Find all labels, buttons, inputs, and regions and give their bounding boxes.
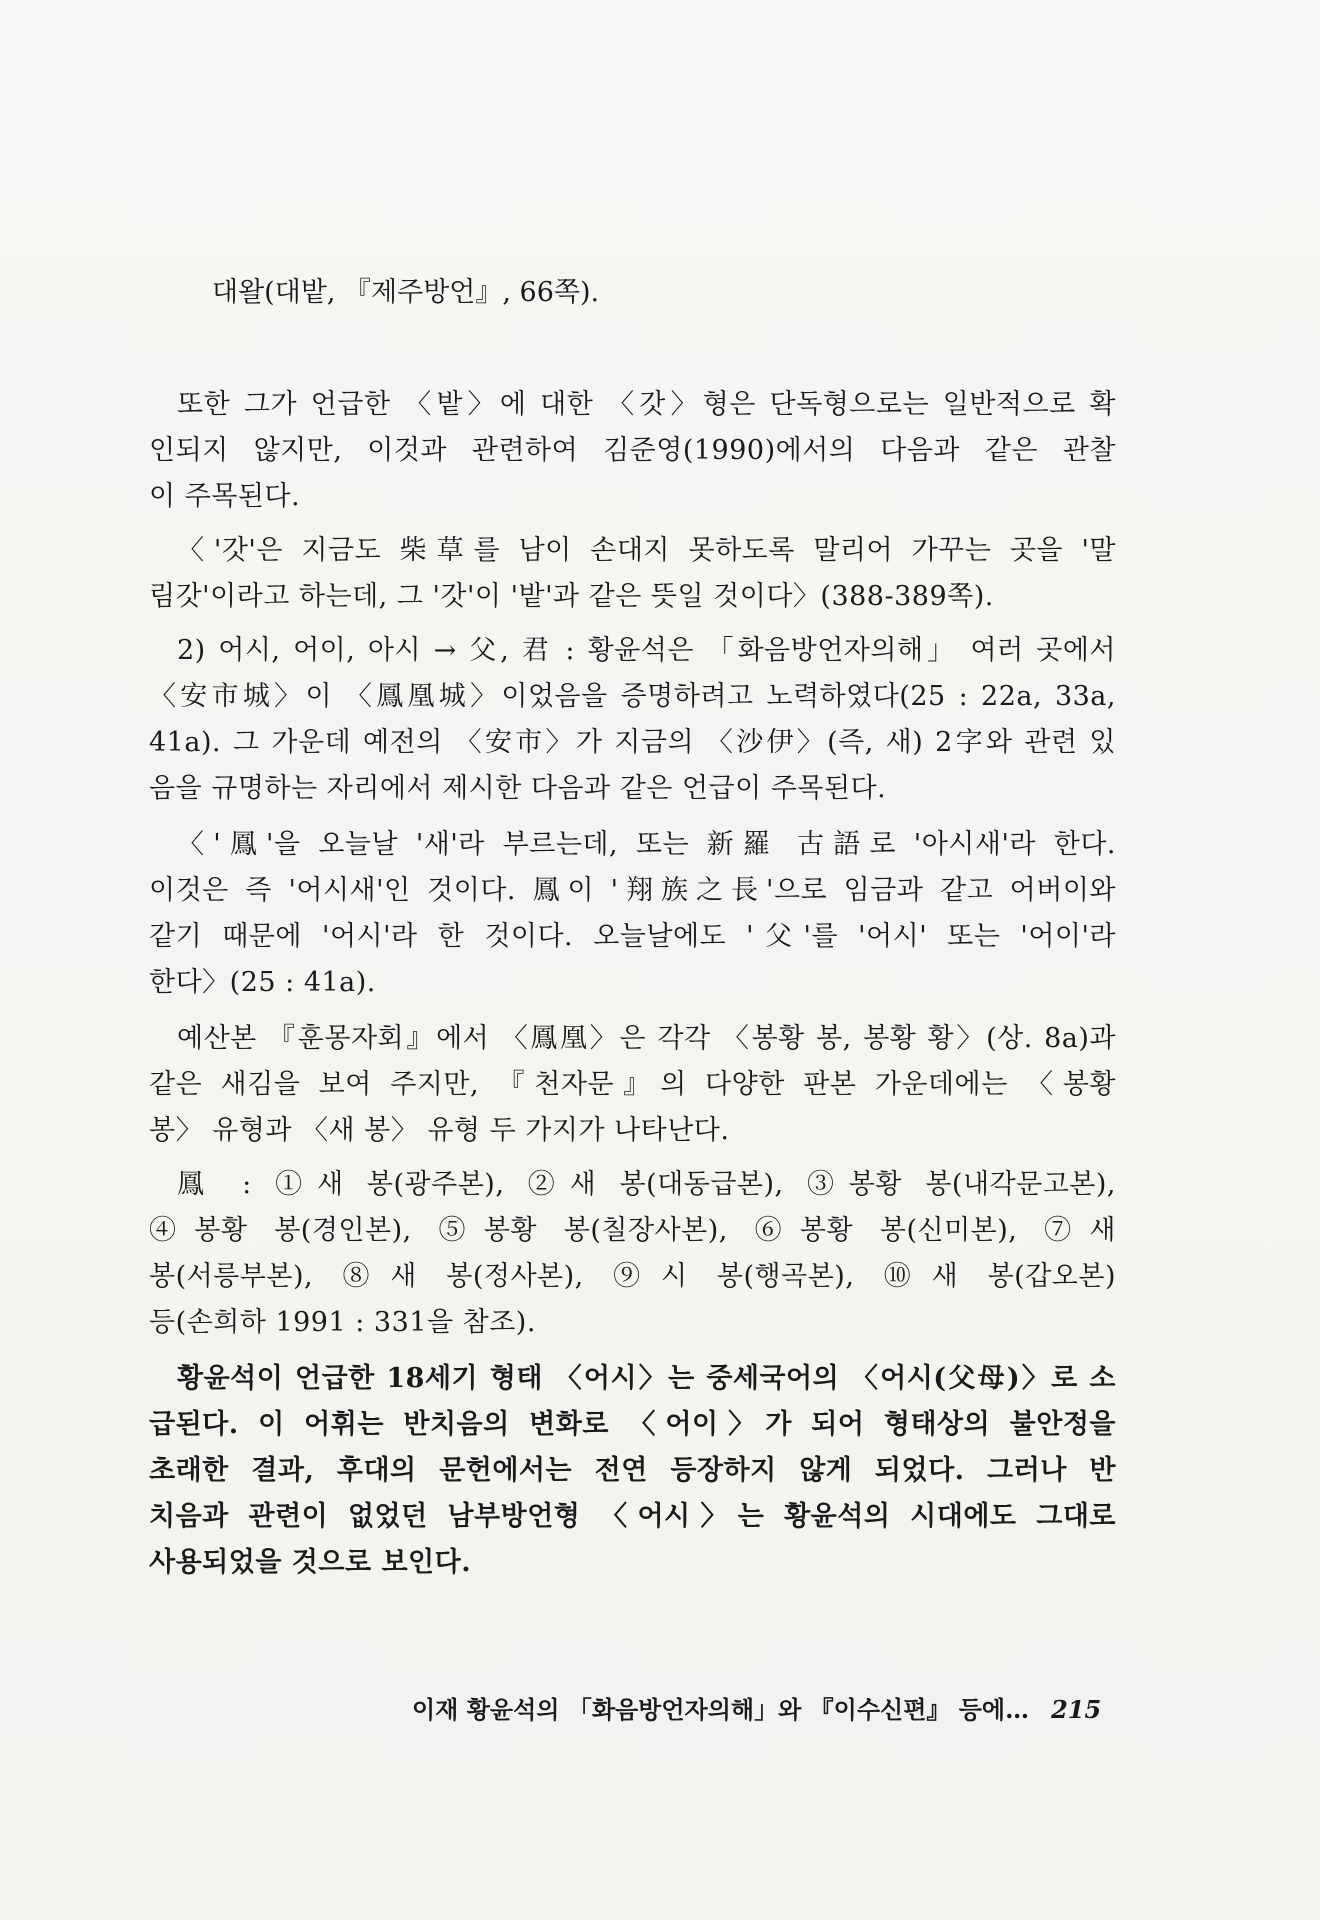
- paragraph-2: [149, 628, 1116, 812]
- text-line: 인되지 않지만, 이것과 관련하여 김준영(1990)에서의 다음과 같은 관찰: [149, 435, 1116, 466]
- text-line: 41a). 그 가운데 예전의 〈安市〉가 지금의 〈沙伊〉(즉, 새) 2字와 관련 있: [149, 727, 1116, 758]
- header-quote: 대왈(대밭, 『제주방언』, 66쪽).: [212, 277, 600, 308]
- text-line: 〈'갓'은 지금도 柴草를 남이 손대지 못하도록 말리어 가꾸는 곳을 '말: [177, 535, 1116, 566]
- text-line: 이 주목된다.: [149, 481, 301, 512]
- page-number: 215: [1051, 1695, 1102, 1724]
- page-footer: [412, 1690, 1102, 1725]
- text-line: 림갓'이라고 하는데, 그 '갓'이 '밭'과 같은 뜻일 것이다〉(388-389쪽).: [149, 581, 994, 612]
- paragraph-1: [149, 382, 1116, 520]
- text-line: 같은 새김을 보여 주지만, 『천자문』의 다양한 판본 가운데에는 〈봉황: [149, 1069, 1116, 1100]
- paragraph-3: [149, 1016, 1116, 1154]
- text-line: 등(손희하 1991 : 331을 참조).: [149, 1307, 536, 1338]
- text-line: 사용되었을 것으로 보인다.: [149, 1547, 472, 1578]
- running-title: 이재 황윤석의 「화음방언자의해」와 『이수신편』 등에…: [412, 1695, 1030, 1724]
- quote-1: [149, 528, 1116, 620]
- text-line: 鳳 : ①새 봉(광주본), ②새 봉(대동급본), ③봉황 봉(내각문고본),: [177, 1169, 1116, 1200]
- text-line: 음을 규명하는 자리에서 제시한 다음과 같은 언급이 주목된다.: [149, 773, 887, 804]
- text-line: 〈安市城〉이 〈鳳凰城〉이었음을 증명하려고 노력하였다(25 : 22a, 33a,: [149, 681, 1116, 712]
- text-line: 〈'鳳'을 오늘날 '새'라 부르는데, 또는 新羅 古語로 '아시새'라 한다.: [177, 829, 1116, 860]
- text-line: 치음과 관련이 없었던 남부방언형 〈어시〉는 황윤석의 시대에도 그대로: [149, 1501, 1116, 1532]
- text-line: 한다〉(25 : 41a).: [149, 967, 376, 998]
- text-line: 2) 어시, 어이, 아시 → 父, 君 : 황윤석은 「화음방언자의해」 여러 곳에서: [177, 635, 1116, 666]
- text-line: 봉〉 유형과 〈새 봉〉 유형 두 가지가 나타난다.: [149, 1115, 730, 1146]
- text-line: 봉(서릉부본), ⑧새 봉(정사본), ⑨시 봉(행곡본), ⑩새 봉(갑오본): [149, 1261, 1116, 1292]
- text-line: 같기 때문에 '어시'라 한 것이다. 오늘날에도 '父'를 '어시' 또는 '어이'라: [149, 921, 1116, 952]
- text-line: 급된다. 이 어휘는 반치음의 변화로 〈어이〉가 되어 형태상의 불안정을: [149, 1409, 1116, 1440]
- paragraph-4-list: [149, 1162, 1116, 1346]
- text-line: 또한 그가 언급한 〈밭〉에 대한 〈갓〉형은 단독형으로는 일반적으로 확: [177, 389, 1116, 420]
- text-line: 황윤석이 언급한 18세기 형태 〈어시〉는 중세국어의 〈어시(父母)〉로 소: [177, 1363, 1116, 1394]
- text-line: 초래한 결과, 후대의 문헌에서는 전연 등장하지 않게 되었다. 그러나 반: [149, 1455, 1116, 1486]
- paragraph-5: [149, 1356, 1116, 1586]
- text-line: ④봉황 봉(경인본), ⑤봉황 봉(칠장사본), ⑥봉황 봉(신미본), ⑦새: [149, 1215, 1116, 1246]
- text-line: 예산본 『훈몽자회』에서 〈鳳凰〉은 각각 〈봉황 봉, 봉황 황〉(상. 8a)과: [177, 1023, 1116, 1054]
- text-line: 이것은 즉 '어시새'인 것이다. 鳳이 '翔族之長'으로 임금과 같고 어버이와: [149, 875, 1116, 906]
- quote-2: [149, 822, 1116, 1006]
